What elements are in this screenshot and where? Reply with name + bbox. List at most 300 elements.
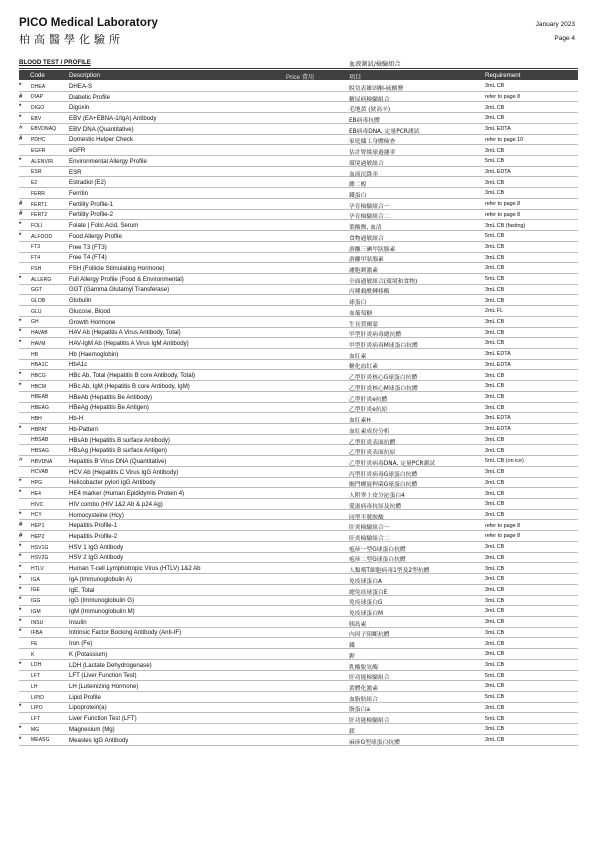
specimen-requirement: 3mL CB: [485, 704, 505, 711]
test-code: LH: [31, 683, 38, 690]
specimen-requirement: 3mL CB: [485, 511, 505, 518]
row-marker: *: [19, 608, 22, 615]
test-code: MG: [31, 726, 40, 733]
specimen-requirement: 3mL CB: [485, 565, 505, 572]
test-code: HAVM: [31, 340, 46, 347]
test-code: ESR: [31, 169, 42, 176]
test-name-chinese: 環境過敏組合: [349, 160, 384, 167]
test-code: HBVDNA: [31, 458, 53, 465]
specimen-requirement: 3mL CB: [485, 404, 505, 411]
test-description: GGT (Gamma Glutamyl Transferase): [69, 286, 170, 294]
test-name-chinese: 同型半胱胺酸: [349, 514, 384, 521]
test-description: EBV DNA (Quantitative): [69, 125, 134, 133]
test-name-chinese: 家庭傭工身體檢查: [349, 139, 396, 146]
table-row: [19, 478, 578, 489]
specimen-requirement: 3mL CB: [485, 544, 505, 551]
row-marker: #: [19, 136, 23, 143]
test-description: Human T-cell Lymphotropic Virus (HTLV) 1&2 Ab: [69, 565, 201, 573]
specimen-requirement: 3mL CB: [485, 554, 505, 561]
page-number: Page 4: [554, 35, 575, 42]
test-code: FE: [31, 640, 38, 647]
test-code: HBEAG: [31, 405, 50, 412]
test-description: HBc Ab, Total (Hepatitis B core Antibody, Total): [69, 372, 195, 380]
test-name-chinese: 乙型肝炎e抗體: [349, 396, 388, 403]
table-row: [19, 628, 578, 639]
test-code: DIGO: [31, 105, 45, 112]
row-marker: *: [19, 565, 22, 572]
table-row: [19, 392, 578, 403]
test-description: Estradiol (E2): [69, 179, 106, 187]
test-name-chinese: 球蛋白: [349, 300, 367, 307]
test-name-chinese: 乙型肝炎e抗原: [349, 407, 388, 414]
row-marker: *: [19, 543, 22, 550]
test-description: HbA1c: [69, 361, 88, 369]
table-row: [19, 531, 578, 542]
test-code: FSH: [31, 265, 42, 272]
table-row: [19, 499, 578, 510]
test-description: Full Allergy Profile (Food & Environmental): [69, 275, 184, 283]
test-name-chinese: 毛地黃 (狄高辛): [349, 107, 391, 114]
row-marker: *: [19, 232, 22, 239]
test-description: Globulin: [69, 297, 92, 305]
table-row: [19, 295, 578, 306]
specimen-requirement: 3mL EDTA: [485, 126, 511, 133]
test-description: Free T3 (FT3): [69, 243, 107, 251]
table-row: [19, 124, 578, 135]
test-description: LH (Luteinizing Hormone): [69, 683, 139, 691]
test-code: HE4: [31, 490, 42, 497]
test-description: IgA (Immunoglobulin A): [69, 575, 133, 583]
table-row: [19, 360, 578, 371]
test-code: PDHC: [31, 137, 46, 144]
table-row: [19, 177, 578, 188]
test-code: LIPO: [31, 705, 43, 712]
test-description: HIV combo (HIV 1&2 Ab & p24 Ag): [69, 500, 163, 508]
test-name-chinese: 乙型肝炎核心M球蛋白抗體: [349, 385, 418, 392]
test-name-chinese: 疱疹一型G球蛋白抗體: [349, 546, 406, 553]
test-code: ALLERG: [31, 276, 52, 283]
test-name-chinese: 人附睾上皮分泌蛋白4: [349, 493, 405, 500]
specimen-requirement: 3mL EDTA: [485, 415, 511, 422]
test-code: HB: [31, 351, 39, 358]
test-name-chinese: 乙型肝炎表面抗體: [349, 439, 396, 446]
section-divider: [19, 68, 578, 69]
table-row: [19, 381, 578, 392]
row-marker: *: [19, 275, 22, 282]
row-marker: #: [19, 522, 23, 529]
specimen-requirement: 3mL CB: [485, 340, 505, 347]
row-marker: *: [19, 372, 22, 379]
row-marker: ^: [19, 457, 23, 464]
table-row: [19, 574, 578, 585]
specimen-requirement: 3mL CB: [485, 469, 505, 476]
test-name-chinese: 濾胞刺激素: [349, 268, 378, 275]
row-marker: *: [19, 318, 22, 325]
column-header-item-chinese: 項目: [349, 73, 362, 81]
test-name-chinese: 免疫球蛋白M: [349, 611, 383, 618]
test-name-chinese: 肝炎檢驗組合一: [349, 525, 390, 532]
test-description: IgM (Immunoglobulin M): [69, 608, 135, 616]
table-row: [19, 274, 578, 285]
row-marker: *: [19, 597, 22, 604]
specimen-requirement: 3mL CB: [485, 619, 505, 626]
test-name-chinese: 孕育檢驗組合二: [349, 214, 390, 221]
test-name-chinese: 估計腎絲球過濾率: [349, 150, 396, 157]
test-description: Hepatitis Profile-1: [69, 522, 118, 530]
table-row: [19, 242, 578, 253]
specimen-requirement: 5mL CB: [485, 694, 505, 701]
table-row: [19, 349, 578, 360]
table-row: [19, 156, 578, 167]
row-marker: *: [19, 725, 22, 732]
test-description: HBeAg (Hepatitis Be Antigen): [69, 404, 149, 412]
test-name-chinese: 乙型肝炎核心G球蛋白抗體: [349, 375, 418, 382]
table-row: [19, 263, 578, 274]
test-description: Digoxin: [69, 104, 90, 112]
test-description: Hb-Pattern: [69, 425, 99, 433]
table-row: [19, 102, 578, 113]
test-description: HBeAb (Hepatitis Be Antibody): [69, 393, 152, 401]
test-description: Iron (Fe): [69, 640, 93, 648]
row-marker: *: [19, 618, 22, 625]
row-marker: #: [19, 532, 23, 539]
specimen-requirement: 3mL EDTA: [485, 168, 511, 175]
test-description: Lipoprotein(a): [69, 704, 107, 712]
test-name-chinese: 食物過敏組合: [349, 235, 384, 242]
test-name-chinese: 甲型肝炎病毒M球蛋白抗體: [349, 343, 418, 350]
row-marker: #: [19, 93, 23, 100]
table-row: [19, 370, 578, 381]
test-name-chinese: 鐵蛋白: [349, 192, 367, 199]
test-description: Measles IgG Antibody: [69, 736, 129, 744]
test-description: HAV-IgM Ab (Hepatitis A Virus IgM Antibody): [69, 340, 189, 348]
test-name-chinese: 肝炎檢驗組合二: [349, 535, 390, 542]
test-code: MEASG: [31, 737, 50, 744]
test-code: HPG: [31, 480, 43, 487]
test-code: GGT: [31, 287, 43, 294]
test-name-chinese: 幽門螺旋桿菌G球蛋白抗體: [349, 482, 418, 489]
test-name-chinese: 血紅素成份分析: [349, 428, 390, 435]
test-name-chinese: 丙種穀酰轉移酶: [349, 289, 390, 296]
test-code: FERT2: [31, 212, 48, 219]
test-description: K (Potassium): [69, 650, 108, 658]
test-name-chinese: 血液沉降率: [349, 171, 378, 178]
test-code: FERT1: [31, 201, 48, 208]
column-header-code: Code: [30, 71, 45, 79]
row-marker: *: [19, 382, 22, 389]
specimen-requirement: 3mL CB: [485, 394, 505, 401]
table-row: [19, 467, 578, 478]
specimen-requirement: 3mL CB: [485, 651, 505, 658]
table-row: [19, 220, 578, 231]
row-marker: *: [19, 704, 22, 711]
test-code: HCY: [31, 512, 42, 519]
test-code: HBCG: [31, 373, 46, 379]
row-marker: *: [19, 425, 22, 432]
test-name-chinese: 脫氫表雄固酮-硫酸鹽: [349, 85, 404, 92]
test-code: HTLV: [31, 565, 44, 572]
test-name-chinese: 生長賀爾蒙: [349, 321, 378, 328]
test-name-chinese: 內因子阻斷抗體: [349, 632, 390, 639]
row-marker: *: [19, 479, 22, 486]
table-row: [19, 671, 578, 682]
table-row: [19, 617, 578, 628]
test-code: IGA: [31, 576, 40, 583]
test-name-chinese: 乙型肝炎病毒DNA, 定量PCR測試: [349, 460, 435, 467]
table-row: [19, 135, 578, 146]
row-marker: *: [19, 104, 22, 111]
table-row: [19, 713, 578, 724]
test-code: HSV2G: [31, 555, 49, 562]
test-code: FT4: [31, 255, 41, 262]
table-row: [19, 210, 578, 221]
specimen-requirement: 2mL FL: [485, 308, 504, 315]
test-code: ALENVIR: [31, 158, 54, 165]
table-row: [19, 660, 578, 671]
specimen-requirement: refer to page 8: [485, 93, 521, 100]
specimen-requirement: 3mL CB: [485, 319, 505, 325]
table-row: [19, 563, 578, 574]
test-code: LFT: [31, 716, 41, 722]
row-marker: *: [19, 661, 22, 668]
test-description: Diabetic Profile: [69, 93, 110, 101]
test-code: FERR: [31, 190, 46, 197]
document-date: January 2023: [535, 21, 575, 28]
row-marker: *: [19, 82, 22, 89]
test-name-chinese: EB病毒DNA, 定量PCR測試: [349, 128, 420, 135]
test-description: HCV Ab (Hepatitis C Virus IgG Antibody): [69, 468, 179, 476]
test-description: Hepatitis B Virus DNA (Quantitative): [69, 457, 167, 465]
specimen-requirement: 3mL CB: [485, 576, 505, 583]
test-description: FSH (Follicle Stimulating Hormone): [69, 265, 165, 273]
test-name-chinese: 游離甲狀腺素: [349, 257, 384, 264]
test-code: HAVAB: [31, 330, 48, 337]
row-marker: *: [19, 222, 22, 229]
specimen-requirement: 5mL CB: [485, 715, 505, 722]
test-description: Lipid Profile: [69, 693, 101, 701]
test-name-chinese: EB病毒抗體: [349, 117, 380, 124]
table-row: [19, 317, 578, 328]
specimen-requirement: 3mL EDTA: [485, 426, 511, 433]
table-row: [19, 435, 578, 446]
test-code: IFBA: [31, 630, 43, 637]
specimen-requirement: 3mL CB: [485, 83, 505, 90]
test-name-chinese: 胰島素: [349, 621, 367, 628]
test-name-chinese: 糖尿病檢驗組合: [349, 96, 390, 103]
test-description: Magnesium (Mg): [69, 725, 115, 733]
table-row: [19, 606, 578, 617]
specimen-requirement: 3mL CB: [485, 479, 505, 486]
specimen-requirement: 3mL EDTA: [485, 351, 511, 358]
specimen-requirement: 3mL CB: [485, 608, 505, 615]
specimen-requirement: 3mL CB: [485, 662, 505, 668]
test-code: HSV1G: [31, 544, 49, 551]
specimen-requirement: 3mL CB: [485, 383, 505, 390]
test-code: EBV: [31, 115, 42, 122]
table-row: [19, 199, 578, 210]
test-description: Environmental Allergy Profile: [69, 157, 147, 165]
table-row: [19, 285, 578, 296]
specimen-requirement: 3mL CB: [485, 737, 505, 744]
row-marker: *: [19, 554, 22, 561]
test-name-chinese: 愛滋病毒抗原及抗體: [349, 503, 402, 510]
table-row: [19, 167, 578, 178]
test-code: FOLI: [31, 222, 43, 229]
specimen-requirement: 3mL CB: [485, 447, 505, 454]
specimen-requirement: 3mL CB: [485, 179, 505, 186]
row-marker: *: [19, 586, 22, 593]
test-code: IGE: [31, 587, 40, 594]
specimen-requirement: 3mL CB: [485, 115, 505, 122]
test-name-chinese: 總免疫球蛋白E: [349, 589, 388, 596]
test-name-chinese: 雌二醇: [349, 182, 367, 189]
specimen-requirement: refer to page 8: [485, 522, 521, 529]
test-code: LFT: [31, 673, 41, 680]
test-code: HIVC: [31, 501, 44, 508]
test-description: HBc Ab, IgM (Hepatitis B core Antibody, IgM): [69, 382, 190, 390]
test-description: Ferritin: [69, 189, 88, 197]
test-name-chinese: 血葡萄糖: [349, 310, 373, 317]
lab-name: PICO Medical Laboratory: [19, 17, 159, 29]
table-row: [19, 638, 578, 649]
section-title: BLOOD TEST / PROFILE: [19, 59, 91, 66]
test-code: GLOB: [31, 297, 46, 304]
test-description: HE4 marker (Human Epididymis Protein 4): [69, 490, 185, 498]
specimen-requirement: 3mL CB (fasting): [485, 222, 526, 229]
test-code: E2: [31, 180, 38, 187]
test-code: HBSAB: [31, 437, 49, 444]
table-row: [19, 649, 578, 660]
table-row: [19, 542, 578, 553]
specimen-requirement: 3mL CB: [485, 254, 505, 261]
test-name-chinese: 免疫球蛋白A: [349, 578, 382, 585]
test-code: GH: [31, 319, 39, 326]
test-description: Fertility Profile-1: [69, 200, 114, 208]
test-code: K: [31, 651, 35, 658]
test-name-chinese: 血紅素: [349, 353, 367, 360]
test-name-chinese: 麻疹G型球蛋白抗體: [349, 739, 400, 746]
test-description: Fertility Profile-2: [69, 211, 114, 219]
test-name-chinese: 孕育檢驗組合一: [349, 203, 390, 210]
test-code: DHEA: [31, 83, 46, 90]
row-marker: *: [19, 157, 22, 164]
test-name-chinese: 疱疹二型G球蛋白抗體: [349, 557, 406, 564]
row-marker: *: [19, 340, 22, 347]
table-row: [19, 735, 578, 746]
test-code: HBSAG: [31, 448, 50, 455]
test-description: HSV 2 IgG Antibody: [69, 554, 124, 562]
test-code: LIPID: [31, 694, 45, 701]
test-description: HSV 1 IgG Antibody: [69, 543, 124, 551]
test-name-chinese: 肝功能檢驗組合: [349, 718, 390, 725]
test-name-chinese: 葉酸鹽, 血清: [349, 225, 382, 232]
row-marker: *: [19, 511, 22, 518]
table-row: [19, 188, 578, 199]
test-name-chinese: 甲型肝炎病毒總抗體: [349, 332, 402, 339]
specimen-requirement: 3mL CB: [485, 586, 505, 593]
test-description: Growth Hormone: [69, 318, 116, 326]
specimen-requirement: 3mL CB: [485, 436, 505, 443]
test-description: LDH (Lactate Dehydrogenase): [69, 661, 152, 669]
test-name-chinese: 黃體化激素: [349, 686, 378, 693]
table-row: [19, 81, 578, 92]
specimen-requirement: 3mL CB: [485, 265, 505, 272]
test-description: Hb-H: [69, 415, 84, 423]
test-name-chinese: 肝功能檢驗組合: [349, 675, 390, 682]
row-marker: *: [19, 329, 22, 336]
column-header-price: Price 費用: [286, 73, 315, 81]
row-marker: #: [19, 211, 23, 218]
test-name-chinese: 乙型肝炎表面抗原: [349, 450, 396, 457]
specimen-requirement: refer to page 8: [485, 211, 521, 218]
test-description: Glucose, Blood: [69, 307, 111, 315]
test-description: eGFR: [69, 147, 86, 155]
table-row: [19, 92, 578, 103]
lab-name-chinese: 柏高醫學化驗所: [19, 33, 124, 46]
table-row: [19, 424, 578, 435]
column-header-description: Description: [69, 71, 100, 79]
test-code: FT3: [31, 244, 41, 251]
test-name-chinese: 游離三碘甲狀腺素: [349, 246, 396, 253]
test-name-chinese: 鉀: [349, 653, 355, 660]
specimen-requirement: refer to page 10: [485, 136, 524, 143]
row-marker: *: [19, 629, 22, 636]
test-description: Hepatitis Profile-2: [69, 532, 118, 540]
test-code: HEP2: [31, 533, 45, 540]
table-row: [19, 456, 578, 467]
table-row: [19, 253, 578, 264]
test-code: IGG: [31, 598, 41, 605]
specimen-requirement: 5mL CB: [485, 276, 505, 283]
table-row: [19, 445, 578, 456]
test-code: EBVDNAQ: [31, 126, 57, 133]
test-code: HBA1C: [31, 362, 49, 369]
test-code: DIAP: [31, 94, 44, 101]
specimen-requirement: refer to page 8: [485, 533, 521, 540]
table-row: [19, 328, 578, 339]
specimen-requirement: 5mL CB: [485, 233, 505, 240]
section-title-chinese: 血液測試/檢驗組合: [349, 61, 401, 68]
table-row: [19, 585, 578, 596]
table-row: [19, 681, 578, 692]
specimen-requirement: 5mL CB (on ice): [485, 458, 524, 465]
test-name-chinese: 鐵: [349, 643, 355, 650]
test-description: ESR: [69, 168, 82, 176]
test-description: EBV (EA+EBNA-1/IgA) Antibody: [69, 114, 157, 122]
test-code: LDH: [31, 662, 42, 669]
table-row: [19, 403, 578, 414]
specimen-requirement: 3mL CB: [485, 104, 505, 111]
test-name-chinese: 免疫球蛋白G: [349, 600, 383, 607]
test-description: IgG (Immunoglobulin G): [69, 597, 135, 605]
test-code: HEP1: [31, 523, 45, 530]
table-row: [19, 306, 578, 317]
test-name-chinese: 鎂: [349, 728, 355, 735]
row-marker: *: [19, 490, 22, 497]
table-row: [19, 596, 578, 607]
test-code: GLU: [31, 308, 42, 315]
test-name-chinese: 全面過敏組合(環境和食物): [349, 278, 418, 285]
test-description: Intrinsic Factor Bocking Antibody (Anti-IF): [69, 629, 182, 637]
test-code: HBPAT: [31, 426, 48, 433]
test-code: HBCM: [31, 383, 47, 390]
test-description: IgE, Total: [69, 586, 95, 594]
specimen-requirement: 3mL CB: [485, 490, 505, 497]
specimen-requirement: 3mL CB: [485, 726, 505, 733]
test-description: HBsAg (Hepatitis B surface Antigen): [69, 447, 167, 455]
table-row: [19, 113, 578, 124]
test-description: Folate | Folic Acid, Serum: [69, 222, 139, 230]
